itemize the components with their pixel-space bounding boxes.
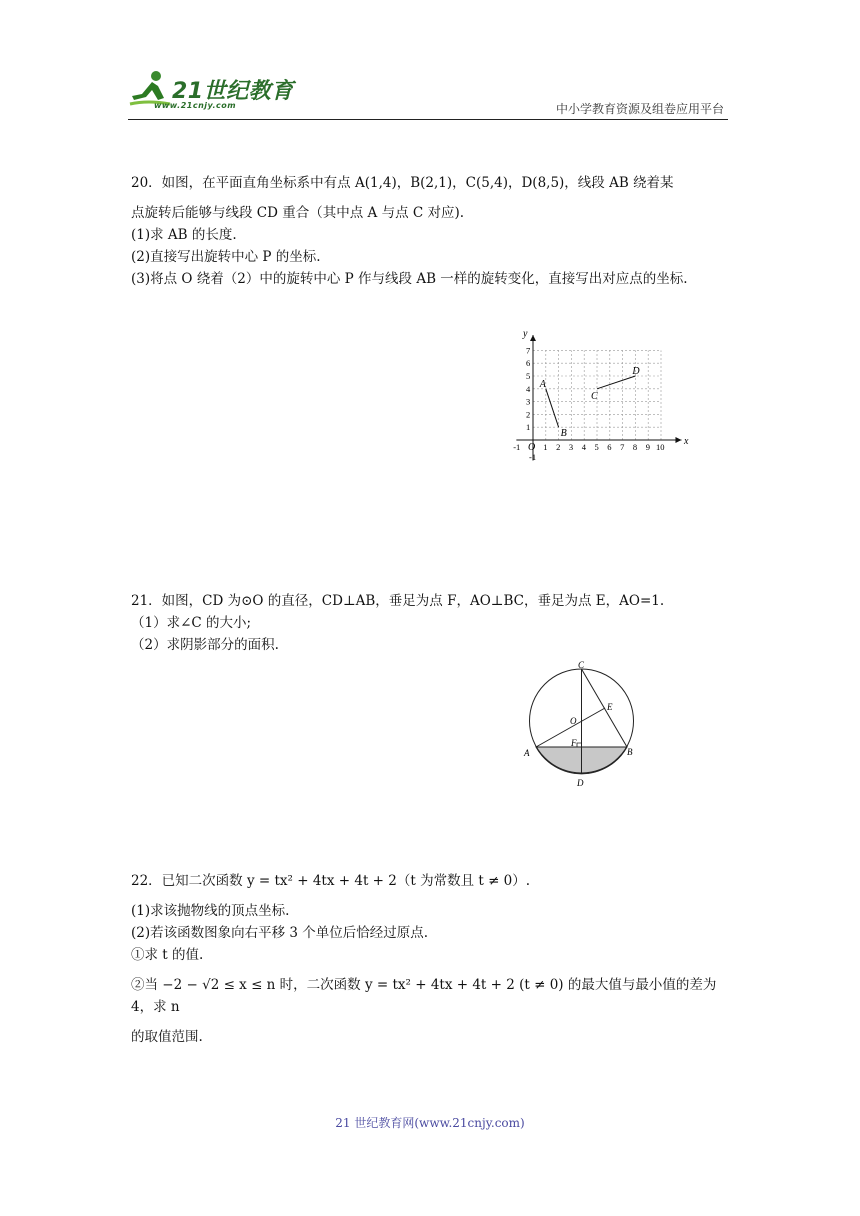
x-tick-label: 5 [594,442,599,452]
y-tick-label: 5 [526,371,531,381]
right-angle-f [577,743,582,747]
label-b: B [627,747,633,757]
x-tick-label: 3 [568,442,574,452]
logo-url: www.21cnjy.com [154,101,237,110]
y-tick-label: 3 [526,396,531,407]
q20-stem-line2: 点旋转后能够与线段 CD 重合（其中点 A 与点 C 对应). [131,205,465,221]
q21-part2: （2）求阴影部分的面积. [131,637,279,653]
q22-stem: 22．已知二次函数 y = tx² + 4tx + 4t + 2（t 为常数且 t ≠ 0）. [131,873,531,889]
x-axis-arrow [675,437,681,443]
q20-part1: (1)求 AB 的长度. [131,227,237,243]
y-tick-label: 1 [526,422,531,433]
origin-label: O [528,442,536,453]
y-tick-label: 2 [526,409,531,420]
x-tick-label: 6 [607,442,612,452]
y-tick-label: 7 [526,345,531,356]
logo-text: 21世纪教育 [172,79,294,104]
circle-diagram [520,658,645,790]
header-divider [128,119,728,120]
q21-part1: （1）求∠C 的大小; [131,615,252,631]
site-logo [128,68,303,120]
x-tick-label: 8 [632,442,638,452]
q21-stem: 21．如图，CD 为⊙O 的直径，CD⊥AB，垂足为点 F，AO⊥BC，垂足为点 E，AO=1. [131,593,665,609]
x-tick-label: 7 [620,442,625,452]
platform-name: 中小学教育资源及组卷应用平台 [555,102,724,116]
q22-part2a: ①求 t 的值. [131,947,204,963]
x-tick-label: 4 [581,442,586,452]
y-axis-arrow [530,335,536,341]
coordinate-figure [505,328,690,464]
label-o: O [570,716,577,726]
label-a: A [524,748,530,758]
q22-part2b-line2: 的取值范围. [131,1029,203,1045]
point-label-b: B [560,428,567,440]
label-d: D [577,778,584,788]
y-tick-label: -1 [529,451,537,462]
q20-part2: (2)直接写出旋转中心 P 的坐标. [131,249,321,265]
segment-ab [546,389,559,427]
label-f: F [571,738,577,748]
q20-stem-line1: 20．如图，在平面直角坐标系中有点 A(1,4)，B(2,1)，C(5,4)，D(8,5)，线段 AB 绕着某 [131,175,674,191]
x-tick-label: 1 [543,442,548,452]
point-label-a: A [539,378,546,390]
q22-part2b-line1: ②当 −2 − √2 ≤ x ≤ n 时，二次函数 y = tx² + 4tx + 4t + 2 (t ≠ 0) 的最大值与最小值的差为 4，求 n [131,977,717,1015]
page-header [128,68,728,120]
x-tick-label: 2 [556,442,561,452]
question-21 [131,590,731,656]
coordinate-grid [505,328,690,464]
y-axis-label: y [523,328,528,340]
point-label-c: C [591,390,598,402]
question-22 [131,870,731,1048]
q22-part2: (2)若该函数图象向右平移 3 个单位后恰经过原点. [131,925,429,941]
label-e: E [607,702,613,712]
q20-part3: (3)将点 O 绕着（2）中的旋转中心 P 作与线段 AB 一样的旋转变化，直接写出对应点的坐标. [131,271,688,287]
x-tick-label: 9 [645,442,650,452]
segment-cd [597,376,635,389]
label-c: C [578,660,585,670]
y-tick-label: 6 [526,358,531,369]
page-footer: 21 世纪教育网(www.21cnjy.com) [335,1116,525,1130]
x-axis-label: x [684,436,689,447]
x-tick-label: 10 [656,442,665,452]
question-20 [131,172,731,290]
x-tick-label: -1 [513,442,521,452]
point-label-d: D [632,366,640,377]
q22-part1: (1)求该抛物线的顶点坐标. [131,903,290,919]
y-tick-label: 4 [526,383,531,394]
circle-figure [520,658,645,790]
